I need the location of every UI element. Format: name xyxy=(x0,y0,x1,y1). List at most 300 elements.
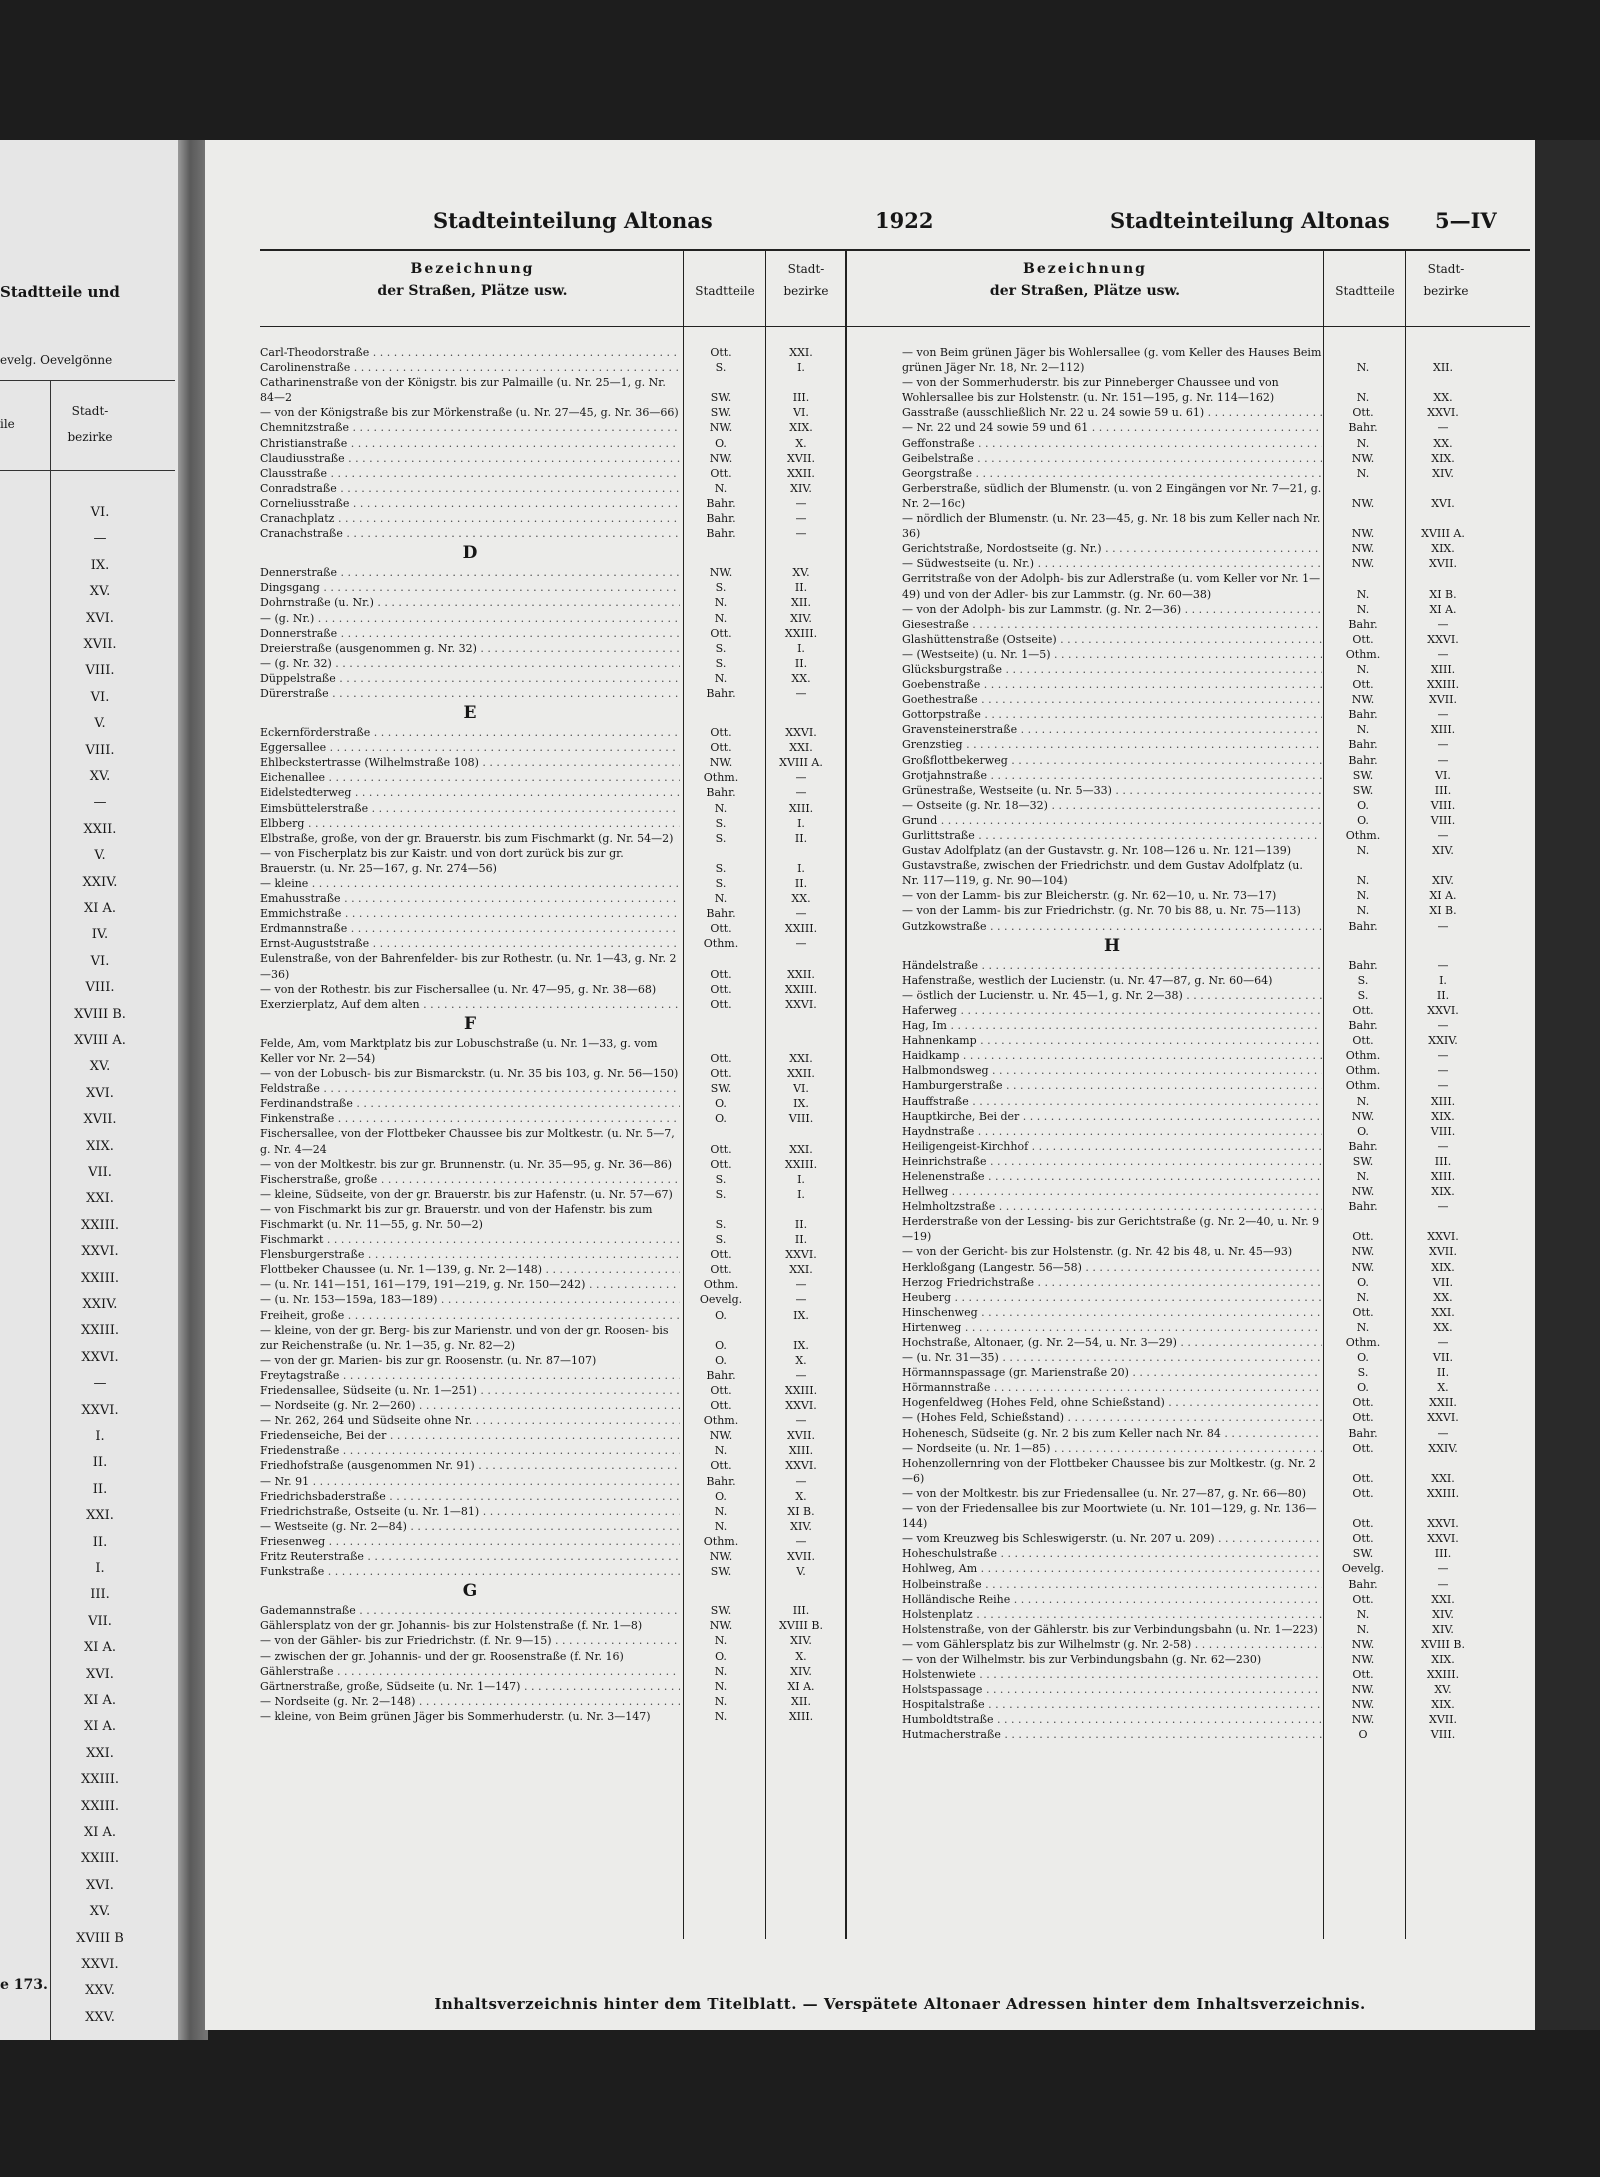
left-fragment-value: XVI. xyxy=(86,1877,114,1893)
district: Bahr. xyxy=(706,686,736,700)
borough: — xyxy=(795,907,807,921)
borough: XXVI. xyxy=(785,1459,817,1473)
street-name: Dürerstraße . . . xyxy=(260,686,680,701)
street-name: Geibelstraße . . . xyxy=(902,451,1322,466)
left-fragment-value: XI A. xyxy=(83,1640,117,1656)
borough: III. xyxy=(1434,783,1452,797)
left-fragment-value: XXI. xyxy=(86,1508,114,1524)
street-name: Haidkamp . . . xyxy=(902,1048,1322,1063)
borough: XX. xyxy=(1433,436,1453,450)
borough: XX. xyxy=(1433,1290,1453,1304)
street-row xyxy=(902,1410,1482,1425)
borough: VIII. xyxy=(1430,1728,1456,1742)
street-name: Holstenwiete . . . xyxy=(902,1667,1322,1682)
street-row xyxy=(260,656,840,671)
street-name: Großflottbekerweg . . . xyxy=(902,753,1322,768)
street-row xyxy=(260,671,840,686)
district: Othm. xyxy=(703,937,739,951)
street-name: Clausstraße . . . xyxy=(260,466,680,481)
street-name: — von der Lamm- bis zur Friedrichstr. (g. Nr. 70 bis 88, u. Nr. 75—113) xyxy=(902,904,1301,918)
street-name: — Südwestseite (u. Nr.) . . . xyxy=(902,556,1322,571)
street-name: Friedenstraße . . . xyxy=(260,1443,680,1458)
header-left-title: Stadteinteilung Altonas xyxy=(433,208,713,233)
street-name: Hoheschulstraße . . . xyxy=(902,1546,1322,1561)
street-name: Gutzkowstraße . . . xyxy=(902,919,1322,934)
street-row xyxy=(902,1169,1482,1184)
borough: — xyxy=(1437,1079,1449,1093)
street-name: Holstspassage . . . xyxy=(902,1682,1322,1697)
district: Ott. xyxy=(710,1067,732,1081)
street-name: — zwischen der gr. Johannis- und der gr. Roosenstraße (f. Nr. 16) xyxy=(260,1649,624,1663)
borough: XIII. xyxy=(1430,1169,1456,1183)
street-name: — kleine, von Beim grünen Jäger bis Sommerhuderstr. (u. Nr. 3—147) xyxy=(260,1709,651,1723)
street-name: — (Hohes Feld, Schießstand) . . . xyxy=(902,1410,1322,1425)
left-fragment-value: XXIII. xyxy=(80,1323,120,1339)
left-fragment-value: XIX. xyxy=(86,1138,114,1154)
scan-right-edge xyxy=(1535,140,1600,2030)
district: Ott. xyxy=(710,346,732,359)
street-row xyxy=(902,602,1482,617)
street-name: — von der Moltkestr. bis zur gr. Brunnenstr. (u. Nr. 35—95, g. Nr. 36—86) xyxy=(260,1157,673,1171)
left-fragment-value: XXV. xyxy=(85,1983,115,1999)
district: Ott. xyxy=(1352,406,1374,420)
borough: — xyxy=(1437,1019,1449,1033)
borough: XXI. xyxy=(789,1051,813,1065)
district: O. xyxy=(715,1489,727,1503)
district: Ott. xyxy=(1352,1230,1374,1244)
left-dist-header: Stadtteile xyxy=(695,284,755,298)
borough: VII. xyxy=(1432,1351,1454,1365)
street-name: Gademannstraße . . . xyxy=(260,1603,680,1618)
district: N. xyxy=(1356,1622,1370,1636)
borough: I. xyxy=(797,1187,805,1201)
district: N. xyxy=(1356,466,1370,480)
street-name: Glücksburgstraße . . . xyxy=(902,662,1322,677)
street-row xyxy=(902,1320,1482,1335)
street-row xyxy=(902,1561,1482,1576)
borough: XVII. xyxy=(787,451,815,465)
street-row xyxy=(260,526,840,541)
street-name: Carl-Theodorstraße . . . xyxy=(260,345,680,360)
left-fragment-value: XV. xyxy=(89,1059,111,1075)
street-row xyxy=(902,1652,1482,1667)
street-row xyxy=(260,982,840,997)
street-row xyxy=(260,1202,840,1232)
borough: — xyxy=(795,1278,807,1292)
district: SW. xyxy=(1352,1154,1374,1168)
district: Othm. xyxy=(703,1534,739,1548)
street-row xyxy=(902,1577,1482,1592)
borough: XXIV. xyxy=(1428,1034,1458,1048)
name-header-line2: der Straßen, Plätze usw. xyxy=(377,283,568,299)
street-name: — kleine, von der gr. Berg- bis zur Marienstr. und von der gr. Roosen- bis zur Reichenstraße (u. Nr. 1—35, g. Nr. 82—2) xyxy=(260,1323,669,1352)
borough: II. xyxy=(1436,1366,1450,1380)
street-row xyxy=(260,1066,840,1081)
street-row xyxy=(902,783,1482,798)
district: Ott. xyxy=(1352,1668,1374,1682)
district: O. xyxy=(715,1338,727,1352)
borough: XXII. xyxy=(787,967,815,981)
district: S. xyxy=(715,1233,727,1247)
left-fragment-hrule xyxy=(0,380,175,381)
district: Bahr. xyxy=(1348,738,1378,752)
borough: V. xyxy=(796,1565,806,1579)
street-name: Ehlbeckstertrasse (Wilhelmstraße 108) . . . xyxy=(260,755,680,770)
district: N. xyxy=(714,671,728,685)
borough: XVIII A. xyxy=(779,756,823,770)
street-name: Ferdinandstraße . . . xyxy=(260,1096,680,1111)
street-name: Carolinenstraße . . . xyxy=(260,360,680,375)
district: N. xyxy=(1356,602,1370,616)
borough: XXVI. xyxy=(785,1399,817,1413)
borough: XIX. xyxy=(1431,1698,1455,1712)
street-name: — nördlich der Blumenstr. (u. Nr. 23—45, g. Nr. 18 bis zum Keller nach Nr. 36) xyxy=(902,512,1321,541)
left-page-fragment xyxy=(0,140,195,2040)
borough: XVII. xyxy=(1429,1245,1457,1259)
street-row xyxy=(902,1456,1482,1486)
district: Bahr. xyxy=(1348,1200,1378,1214)
borough: XI A. xyxy=(1429,602,1457,616)
borough: XXIII. xyxy=(784,922,818,936)
district: O. xyxy=(715,436,727,450)
left-fragment-value: V. xyxy=(94,848,106,864)
district: S. xyxy=(715,861,727,875)
borough: XIX. xyxy=(1431,1109,1455,1123)
borough: II. xyxy=(794,877,808,890)
street-row xyxy=(260,1443,840,1458)
street-row xyxy=(260,481,840,496)
left-fragment-value: VI. xyxy=(90,953,110,969)
district: Ott. xyxy=(1352,678,1374,692)
borough: XXIII. xyxy=(784,1384,818,1397)
street-row xyxy=(260,686,840,701)
borough: XVII. xyxy=(1429,693,1457,707)
street-row xyxy=(260,1232,840,1247)
borough: XV. xyxy=(1434,1683,1452,1697)
district: O. xyxy=(715,1097,727,1111)
street-row xyxy=(902,1426,1482,1441)
street-row xyxy=(902,1048,1482,1063)
borough: — xyxy=(1437,1064,1449,1078)
borough: XXIII. xyxy=(784,982,818,996)
street-name: Felde, Am, vom Marktplatz bis zur Lobuschstraße (u. Nr. 1—33, g. vom Keller vor Nr. 2—54) xyxy=(260,1036,658,1065)
borough: — xyxy=(795,1414,807,1428)
street-name: Hag, Im . . . xyxy=(902,1018,1322,1033)
district: O. xyxy=(1357,813,1369,827)
borough: XXIII. xyxy=(784,626,818,640)
district: S. xyxy=(1357,988,1369,1002)
street-row xyxy=(260,1633,840,1648)
district: O. xyxy=(715,1308,727,1322)
street-name: Dennerstraße . . . xyxy=(260,565,680,580)
borough: XI B. xyxy=(1429,904,1457,918)
street-row xyxy=(260,1534,840,1549)
street-row xyxy=(902,798,1482,813)
district: SW. xyxy=(1352,783,1374,797)
borough: XVIII B. xyxy=(779,1619,823,1633)
borough: I. xyxy=(1439,973,1447,987)
left-fragment-value: XXI. xyxy=(86,1745,114,1761)
left-fragment-value: III. xyxy=(90,1587,110,1603)
borough: — xyxy=(795,512,807,526)
street-name: Humboldtstraße . . . xyxy=(902,1712,1322,1727)
page xyxy=(205,140,1535,2030)
left-fragment-value: VI. xyxy=(90,689,110,705)
borough: VIII. xyxy=(788,1112,814,1126)
district: Bahr. xyxy=(706,907,736,921)
borough: X. xyxy=(795,1489,807,1503)
district: Ott. xyxy=(1352,632,1374,646)
street-row xyxy=(902,1305,1482,1320)
borough: XIII. xyxy=(788,801,814,815)
district: S. xyxy=(715,831,727,845)
left-fragment-value: XXV. xyxy=(85,2009,115,2025)
street-row xyxy=(260,611,840,626)
street-name: Flottbeker Chaussee (u. Nr. 1—139, g. Nr. 2—148) . . . xyxy=(260,1262,680,1277)
borough: — xyxy=(1437,1200,1449,1214)
borough: — xyxy=(1437,647,1449,661)
street-name: — von Fischmarkt bis zur gr. Brauerstr. und von der Hafenstr. bis zum Fischmarkt (u. Nr. 11—55, g. Nr. 50—2) xyxy=(260,1202,653,1231)
street-row xyxy=(260,1262,840,1277)
street-name: — (u. Nr. 153—159a, 183—189) . . . xyxy=(260,1292,680,1307)
street-name: Hohenesch, Südseite (g. Nr. 2 bis zum Keller nach Nr. 84 . . . xyxy=(902,1426,1322,1441)
street-row xyxy=(902,1335,1482,1350)
street-row xyxy=(902,405,1482,420)
borough: XXVI. xyxy=(1427,1517,1459,1531)
borough: XIV. xyxy=(1432,844,1454,858)
district: Othm. xyxy=(703,1278,739,1292)
street-row xyxy=(260,1694,840,1709)
name-header-line1: Bezeichnung xyxy=(410,261,535,277)
left-fragment-title: Stadtteile und xyxy=(0,283,120,301)
street-row xyxy=(902,481,1482,511)
district: Ott. xyxy=(710,1459,732,1473)
left-fragment-value: XVIII B. xyxy=(74,1006,126,1022)
street-name: — vom Kreuzweg bis Schleswigerstr. (u. Nr. 207 u. 209) . . . xyxy=(902,1531,1322,1546)
street-row xyxy=(260,906,840,921)
street-row xyxy=(902,958,1482,973)
left-fragment-value: XXIV. xyxy=(82,1297,118,1312)
street-name: Funkstraße . . . xyxy=(260,1564,680,1579)
borough: III. xyxy=(1434,1154,1452,1168)
street-name: — kleine . . . xyxy=(260,876,680,891)
street-name: Eidelstedterweg . . . xyxy=(260,785,680,800)
district: NW. xyxy=(1351,451,1375,465)
borough: III. xyxy=(1434,1547,1452,1561)
borough: XIV. xyxy=(1432,1622,1454,1636)
borough: XIV. xyxy=(790,1519,812,1533)
district: N. xyxy=(1356,874,1370,888)
street-name: Goebenstraße . . . xyxy=(902,677,1322,692)
street-row xyxy=(260,1247,840,1262)
borough: XIV. xyxy=(1432,1607,1454,1621)
street-name: Hellweg . . . xyxy=(902,1184,1322,1199)
street-row xyxy=(260,1519,840,1534)
borough: XXII. xyxy=(787,466,815,480)
borough: XVIII A. xyxy=(1421,527,1465,541)
district: N. xyxy=(714,596,728,610)
street-row xyxy=(902,1078,1482,1093)
borough: XI B. xyxy=(1429,587,1457,601)
street-row xyxy=(260,420,840,435)
street-row xyxy=(260,1111,840,1126)
district: N. xyxy=(714,892,728,906)
street-row xyxy=(902,1607,1482,1622)
district: SW. xyxy=(1352,768,1374,782)
district: NW. xyxy=(1351,1683,1375,1697)
street-row xyxy=(260,1709,840,1724)
street-name: Holländische Reihe . . . xyxy=(902,1592,1322,1607)
district: Othm. xyxy=(1345,647,1381,661)
district: Ott. xyxy=(710,1157,732,1171)
street-name: Grund . . . xyxy=(902,813,1322,828)
street-name: — Nr. 91 . . . xyxy=(260,1474,680,1489)
left-fragment-col-a: ile xyxy=(0,417,15,431)
left-fragment-value: IX. xyxy=(90,557,110,573)
street-name: Friedhofstraße (ausgenommen Nr. 91) . . . xyxy=(260,1458,680,1473)
street-name: Freytagstraße . . . xyxy=(260,1368,680,1383)
borough: II. xyxy=(794,656,808,670)
street-row xyxy=(260,1618,840,1633)
district: N. xyxy=(1356,904,1370,918)
left-fragment-value: VIII. xyxy=(85,980,115,996)
borough: X. xyxy=(1437,1381,1449,1395)
street-row xyxy=(902,1395,1482,1410)
district: NW. xyxy=(709,421,733,435)
street-row xyxy=(260,921,840,936)
borough: VIII. xyxy=(1430,1124,1456,1138)
district: N. xyxy=(1356,587,1370,601)
district: Ott. xyxy=(710,1384,732,1397)
street-row xyxy=(902,1275,1482,1290)
borough: — xyxy=(1437,753,1449,767)
street-name: Friedensallee, Südseite (u. Nr. 1—251) . . . xyxy=(260,1383,680,1398)
borough: XVII. xyxy=(1429,1713,1457,1727)
borough: XX. xyxy=(1433,1320,1453,1334)
borough: XIII. xyxy=(1430,662,1456,676)
street-row xyxy=(260,641,840,656)
street-name: Gählersplatz von der gr. Johannis- bis zur Holstenstraße (f. Nr. 1—8) xyxy=(260,1619,643,1633)
street-row xyxy=(902,753,1482,768)
street-name: — von der Rothestr. bis zur Fischersallee (u. Nr. 47—95, g. Nr. 38—68) xyxy=(260,982,657,996)
borough: XVII. xyxy=(1429,557,1457,571)
street-name: Eimsbüttelerstraße . . . xyxy=(260,801,680,816)
street-name: — von der Lamm- bis zur Bleicherstr. (g. Nr. 62—10, u. Nr. 73—17) xyxy=(902,889,1277,903)
district: Bahr. xyxy=(706,512,736,526)
street-name: Georgstraße . . . xyxy=(902,466,1322,481)
district: N. xyxy=(714,1634,728,1648)
street-row xyxy=(902,1290,1482,1305)
street-row xyxy=(902,1380,1482,1395)
street-row xyxy=(260,1489,840,1504)
district: Bahr. xyxy=(706,1368,736,1382)
borough: — xyxy=(1437,1426,1449,1440)
borough: IX. xyxy=(793,1338,809,1352)
district: Ott. xyxy=(710,1142,732,1156)
street-name: — von der Adolph- bis zur Lammstr. (g. Nr. 2—36) . . . xyxy=(902,602,1322,617)
left-fragment-value: I. xyxy=(95,1429,105,1444)
street-row xyxy=(902,1094,1482,1109)
street-name: Grenzstieg . . . xyxy=(902,737,1322,752)
district: N. xyxy=(714,1679,728,1693)
left-fragment-value: VIII. xyxy=(85,663,115,679)
street-name: Flensburgerstraße . . . xyxy=(260,1247,680,1262)
street-row xyxy=(902,1637,1482,1652)
district: N. xyxy=(1356,436,1370,450)
district: N. xyxy=(1356,723,1370,737)
district: Bahr. xyxy=(706,786,736,800)
borough: XXIII. xyxy=(1426,1668,1460,1682)
street-name: Gravensteinerstraße . . . xyxy=(902,722,1322,737)
street-name: Eichenallee . . . xyxy=(260,770,680,785)
street-row xyxy=(260,997,840,1012)
borough: — xyxy=(1437,1562,1449,1576)
district: N. xyxy=(1356,1290,1370,1304)
borough: VIII. xyxy=(1430,798,1456,812)
street-row xyxy=(260,1368,840,1383)
borough: — xyxy=(1437,1336,1449,1349)
street-name: — von der gr. Marien- bis zur gr. Roosenstr. (u. Nr. 87—107) xyxy=(260,1353,597,1367)
left-fragment-value: XXI. xyxy=(86,1191,114,1207)
street-row xyxy=(260,1428,840,1443)
street-row xyxy=(902,420,1482,435)
borough: II. xyxy=(1436,988,1450,1002)
street-row xyxy=(902,571,1482,601)
street-name: — von der Gähler- bis zur Friedrichstr. (f. Nr. 9—15) . . . xyxy=(260,1633,680,1648)
street-name: Hohenzollernring von der Flottbeker Chaussee bis zur Moltkestr. (g. Nr. 2—6) xyxy=(902,1456,1316,1485)
street-name: Geffonstraße . . . xyxy=(902,436,1322,451)
borough: — xyxy=(795,1293,807,1307)
borough: — xyxy=(1437,708,1449,722)
street-row xyxy=(260,360,840,375)
section-letter: E xyxy=(463,703,477,724)
borough: XX. xyxy=(1433,391,1453,405)
district: Bahr. xyxy=(1348,1139,1378,1153)
street-name: Dohrnstraße (u. Nr.) . . . xyxy=(260,595,680,610)
district: S. xyxy=(715,877,727,890)
left-fragment-value: VI. xyxy=(90,505,110,520)
street-row xyxy=(260,565,840,580)
district: N. xyxy=(1356,889,1370,903)
borough: XXI. xyxy=(789,1142,813,1156)
street-name: — Nordseite (g. Nr. 2—260) . . . xyxy=(260,1398,680,1413)
borough: XIII. xyxy=(1430,1094,1456,1108)
district: Ott. xyxy=(1352,1003,1374,1017)
borough: VI. xyxy=(1435,768,1451,782)
street-name: Ernst-Auguststraße . . . xyxy=(260,936,680,951)
street-name: Haferweg . . . xyxy=(902,1003,1322,1018)
district: Ott. xyxy=(710,626,732,640)
street-name: Holstenplatz . . . xyxy=(902,1607,1322,1622)
district: N. xyxy=(714,1664,728,1678)
district: Ott. xyxy=(710,982,732,996)
street-row xyxy=(902,1622,1482,1637)
street-row xyxy=(902,1592,1482,1607)
page-number: 5—IV xyxy=(1435,208,1497,233)
street-name: Gottorpstraße . . . xyxy=(902,707,1322,722)
left-fragment-value: XV. xyxy=(89,1904,111,1920)
street-row xyxy=(260,1603,840,1618)
street-name: Hohlweg, Am . . . xyxy=(902,1561,1322,1576)
street-name: Chemnitzstraße . . . xyxy=(260,420,680,435)
borough: XII. xyxy=(790,1694,812,1708)
street-name: Gasstraße (ausschließlich Nr. 22 u. 24 sowie 59 u. 61) . . . xyxy=(902,405,1322,420)
left-fragment-value: VIII. xyxy=(85,742,115,758)
district: N. xyxy=(714,1709,728,1723)
street-name: Erdmannstraße . . . xyxy=(260,921,680,936)
left-fragment-value: XXVI. xyxy=(81,1957,119,1972)
borough: XXVI. xyxy=(785,726,817,740)
